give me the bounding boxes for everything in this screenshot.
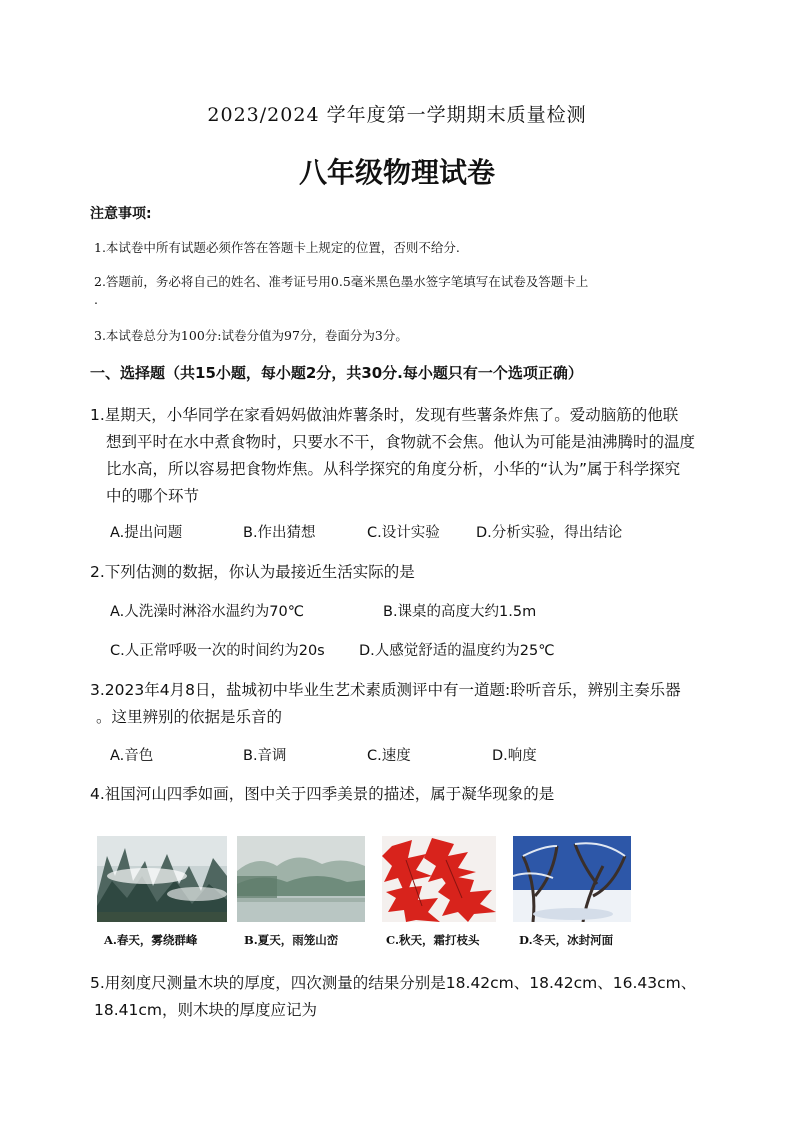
question-5-line: 5.用刻度尺测量木块的厚度，四次测量的结果分别是18.42cm、18.42cm、16.43cm、	[90, 974, 697, 992]
photo-autumn-frost	[382, 836, 496, 922]
notice-item: 1.本试卷中所有试题必须作答在答题卡上规定的位置，否则不给分.	[94, 240, 460, 255]
q2-option-d: D.人感觉舒适的温度约为25℃	[359, 643, 555, 659]
q3-option-c: C.速度	[367, 748, 411, 764]
notice-item: .	[94, 292, 98, 307]
q1-option-a: A.提出问题	[110, 525, 183, 541]
question-1-line: 比水高，所以容易把食物炸焦。从科学探究的角度分析，小华的“认为”属于科学探究	[106, 460, 681, 478]
question-3-line: 3.2023年4月8日，盐城初中毕业生艺术素质测评中有一道题:聆听音乐，辨别主奏乐器	[90, 681, 681, 699]
q3-option-d: D.响度	[492, 748, 537, 764]
q3-option-a: A.音色	[110, 748, 154, 764]
photo-winter-ice	[513, 836, 631, 922]
notice-item: 3.本试卷总分为100分:试卷分值为97分，卷面分为3分。	[94, 328, 408, 343]
question-1-line: 中的哪个环节	[106, 487, 200, 505]
paper-title: 八年级物理试卷	[298, 156, 495, 189]
notice-heading: 注意事项:	[90, 206, 152, 222]
photo-summer-rain	[237, 836, 365, 922]
exam-header: 2023/2024 学年度第一学期期末质量检测	[207, 104, 587, 126]
photo-caption-c: C.秋天，霜打枝头	[386, 933, 480, 947]
q3-option-b: B.音调	[243, 748, 287, 764]
question-1-line: 1.星期天，小华同学在家看妈妈做油炸薯条时，发现有些薯条炸焦了。爱动脑筋的他联	[90, 406, 679, 424]
section-title: 一、选择题（共15小题，每小题2分，共30分.每小题只有一个选项正确）	[90, 364, 583, 382]
question-1-line: 想到平时在水中煮食物时，只要水不干，食物就不会焦。他认为可能是油沸腾时的温度	[106, 433, 696, 451]
q1-option-b: B.作出猜想	[243, 525, 316, 541]
question-5-line: 18.41cm，则木块的厚度应记为	[94, 1001, 317, 1019]
photo-caption-a: A.春天，雾绕群峰	[104, 933, 198, 947]
q1-option-c: C.设计实验	[367, 525, 440, 541]
photo-spring-fog	[97, 836, 227, 922]
question-4-line: 4.祖国河山四季如画，图中关于四季美景的描述，属于凝华现象的是	[90, 785, 555, 803]
q2-option-b: B.课桌的高度大约1.5m	[383, 604, 537, 620]
photo-caption-d: D.冬天，冰封河面	[519, 933, 614, 947]
q2-option-c: C.人正常呼吸一次的时间约为20s	[110, 643, 325, 659]
question-3-line: 。这里辨别的依据是乐音的	[96, 708, 283, 726]
notice-item: 2.答题前，务必将自己的姓名、准考证号用0.5毫米黑色墨水签字笔填写在试卷及答题卡上	[94, 274, 589, 289]
q2-option-a: A.人洗澡时淋浴水温约为70℃	[110, 604, 305, 620]
q1-option-d: D.分析实验，得出结论	[476, 525, 623, 541]
photo-caption-b: B.夏天，雨笼山峦	[244, 933, 339, 947]
question-2-line: 2.下列估测的数据，你认为最接近生活实际的是	[90, 563, 415, 581]
